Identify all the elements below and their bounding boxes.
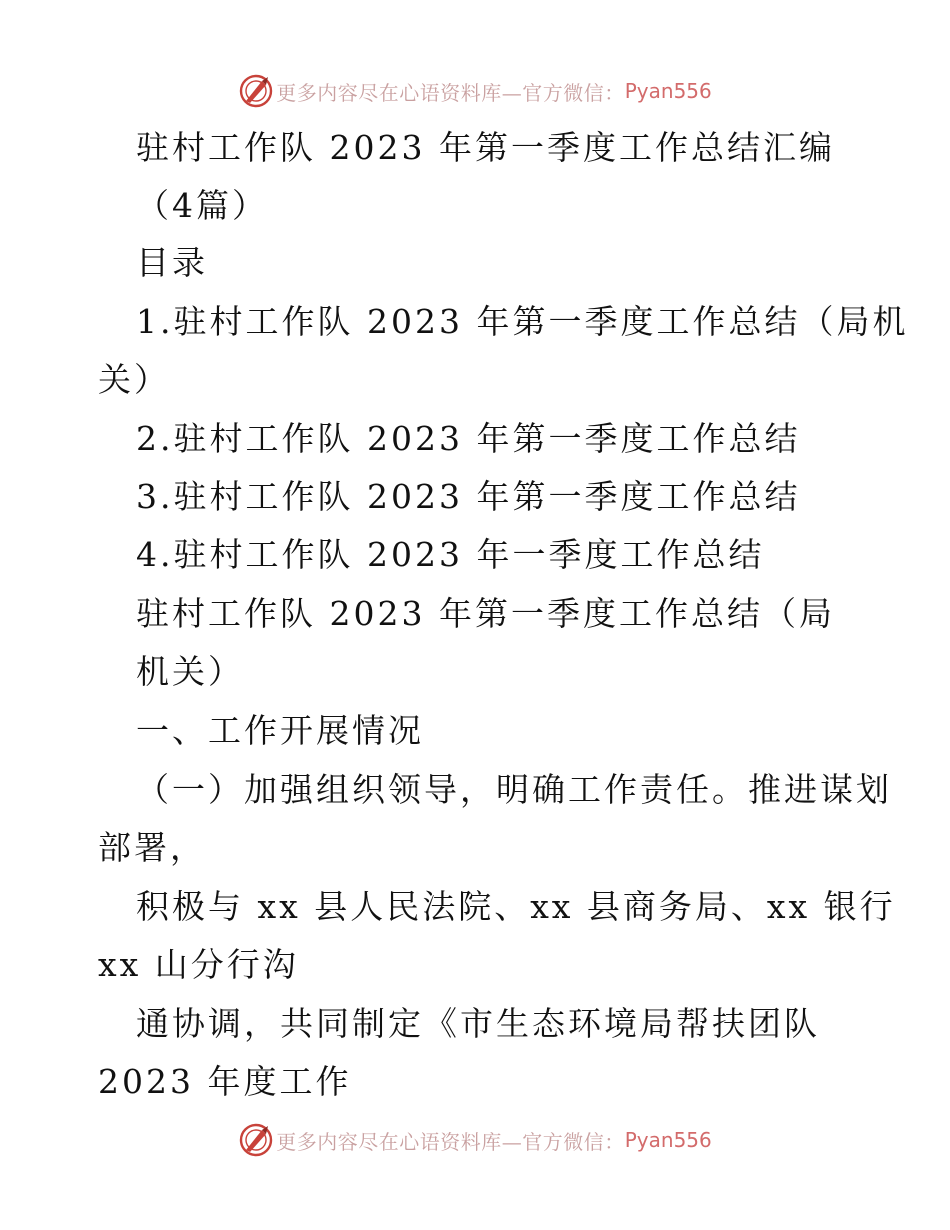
quill-logo-icon [238,1122,274,1158]
watermark-slogan: 更多内容尽在心语资料库—官方微信： [276,80,625,105]
section-heading: 一、工作开展情况 [136,711,424,750]
footer-watermark-banner [0,1120,950,1160]
toc-heading: 目录 [136,243,208,282]
watermark-wechat-id: Pyan556 [624,1128,712,1152]
toc-item-2: 2.驻村工作队 2023 年第一季度工作总结 [136,419,801,458]
watermark-wechat-id: Pyan556 [624,79,712,103]
toc-item-4: 4.驻村工作队 2023 年一季度工作总结 [136,535,765,574]
header-watermark-banner [0,71,950,111]
toc-item-3: 3.驻村工作队 2023 年第一季度工作总结 [136,477,801,516]
quill-logo-icon [238,73,274,109]
paragraph-1-line2: 部署， [98,828,206,867]
paragraph-2-line1: 积极与 xx 县人民法院、xx 县商务局、xx 银行 [136,887,896,926]
doc-title-line2: （4篇） [136,186,268,225]
toc-item-1: 1.驻村工作队 2023 年第一季度工作总结（局机 [136,302,909,341]
watermark-slogan: 更多内容尽在心语资料库—官方微信： [276,1129,625,1154]
paragraph-1-line1: （一）加强组织领导，明确工作责任。推进谋划 [136,770,892,809]
doc-title-line1: 驻村工作队 2023 年第一季度工作总结汇编 [136,128,835,167]
paragraph-2-line2: xx 山分行沟 [98,945,299,984]
paragraph-3-line2: 2023 年度工作 [98,1062,352,1101]
article-title-line2: 机关） [136,652,244,691]
article-title-line1: 驻村工作队 2023 年第一季度工作总结（局 [136,594,835,633]
toc-item-1-cont: 关） [98,360,170,399]
paragraph-3-line1: 通协调，共同制定《市生态环境局帮扶团队 [136,1004,820,1043]
